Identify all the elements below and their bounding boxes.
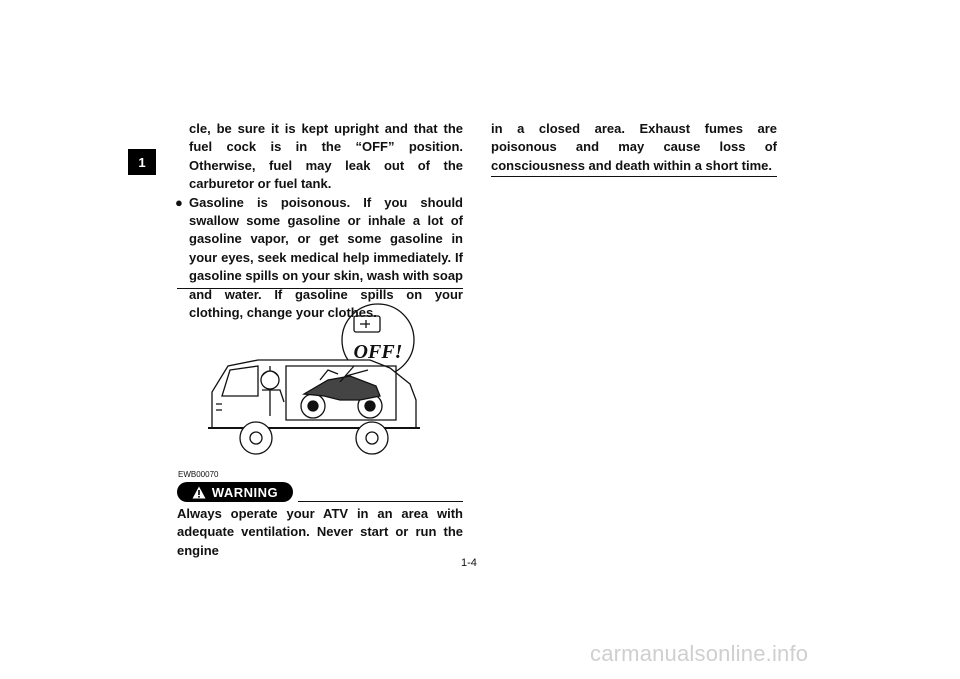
- off-callout-text: OFF!: [353, 341, 403, 363]
- warning-end-rule: [491, 176, 777, 177]
- bullet-icon: ●: [175, 194, 183, 210]
- left-column-text: [175, 120, 463, 322]
- warning-code: EWB00070: [178, 470, 219, 479]
- warning-badge: [177, 482, 293, 502]
- section-divider: [177, 288, 463, 289]
- page-number: 1-4: [461, 557, 477, 569]
- watermark: carmanualsonline.info: [590, 641, 809, 666]
- warning-text-right-paragraph: in a closed area. Exhaust fumes are poisonous and may cause loss of consciousness and death within a short time.: [491, 121, 777, 173]
- warning-header-rule: [298, 501, 463, 502]
- continuation-paragraph: cle, be sure it is kept upright and that the fuel cock is in the “OFF” position. Otherwise, fuel may leak out of the carburetor or fuel tank.: [189, 121, 463, 192]
- warning-text-left-paragraph: Always operate your ATV in an area with adequate ventilation. Never start or run the engine: [177, 506, 463, 558]
- chapter-tab: [128, 149, 156, 175]
- gasoline-bullet-text: Gasoline is poisonous. If you should swallow some gasoline or inhale a lot of gasoline vapor, or get some gasoline in your eyes, seek medical help immediately. If gasoline spills on your skin, wash with soap and water. If gasoline spills on your clothing, change your clothes.: [189, 194, 463, 321]
- warning-text-left: [177, 505, 463, 560]
- warning-text-right: [491, 120, 777, 175]
- van-atv-illustration: [200, 296, 428, 462]
- warning-label: WARNING: [211, 484, 279, 500]
- warning-triangle-icon: [192, 486, 206, 499]
- chapter-tab-number: 1: [138, 154, 146, 170]
